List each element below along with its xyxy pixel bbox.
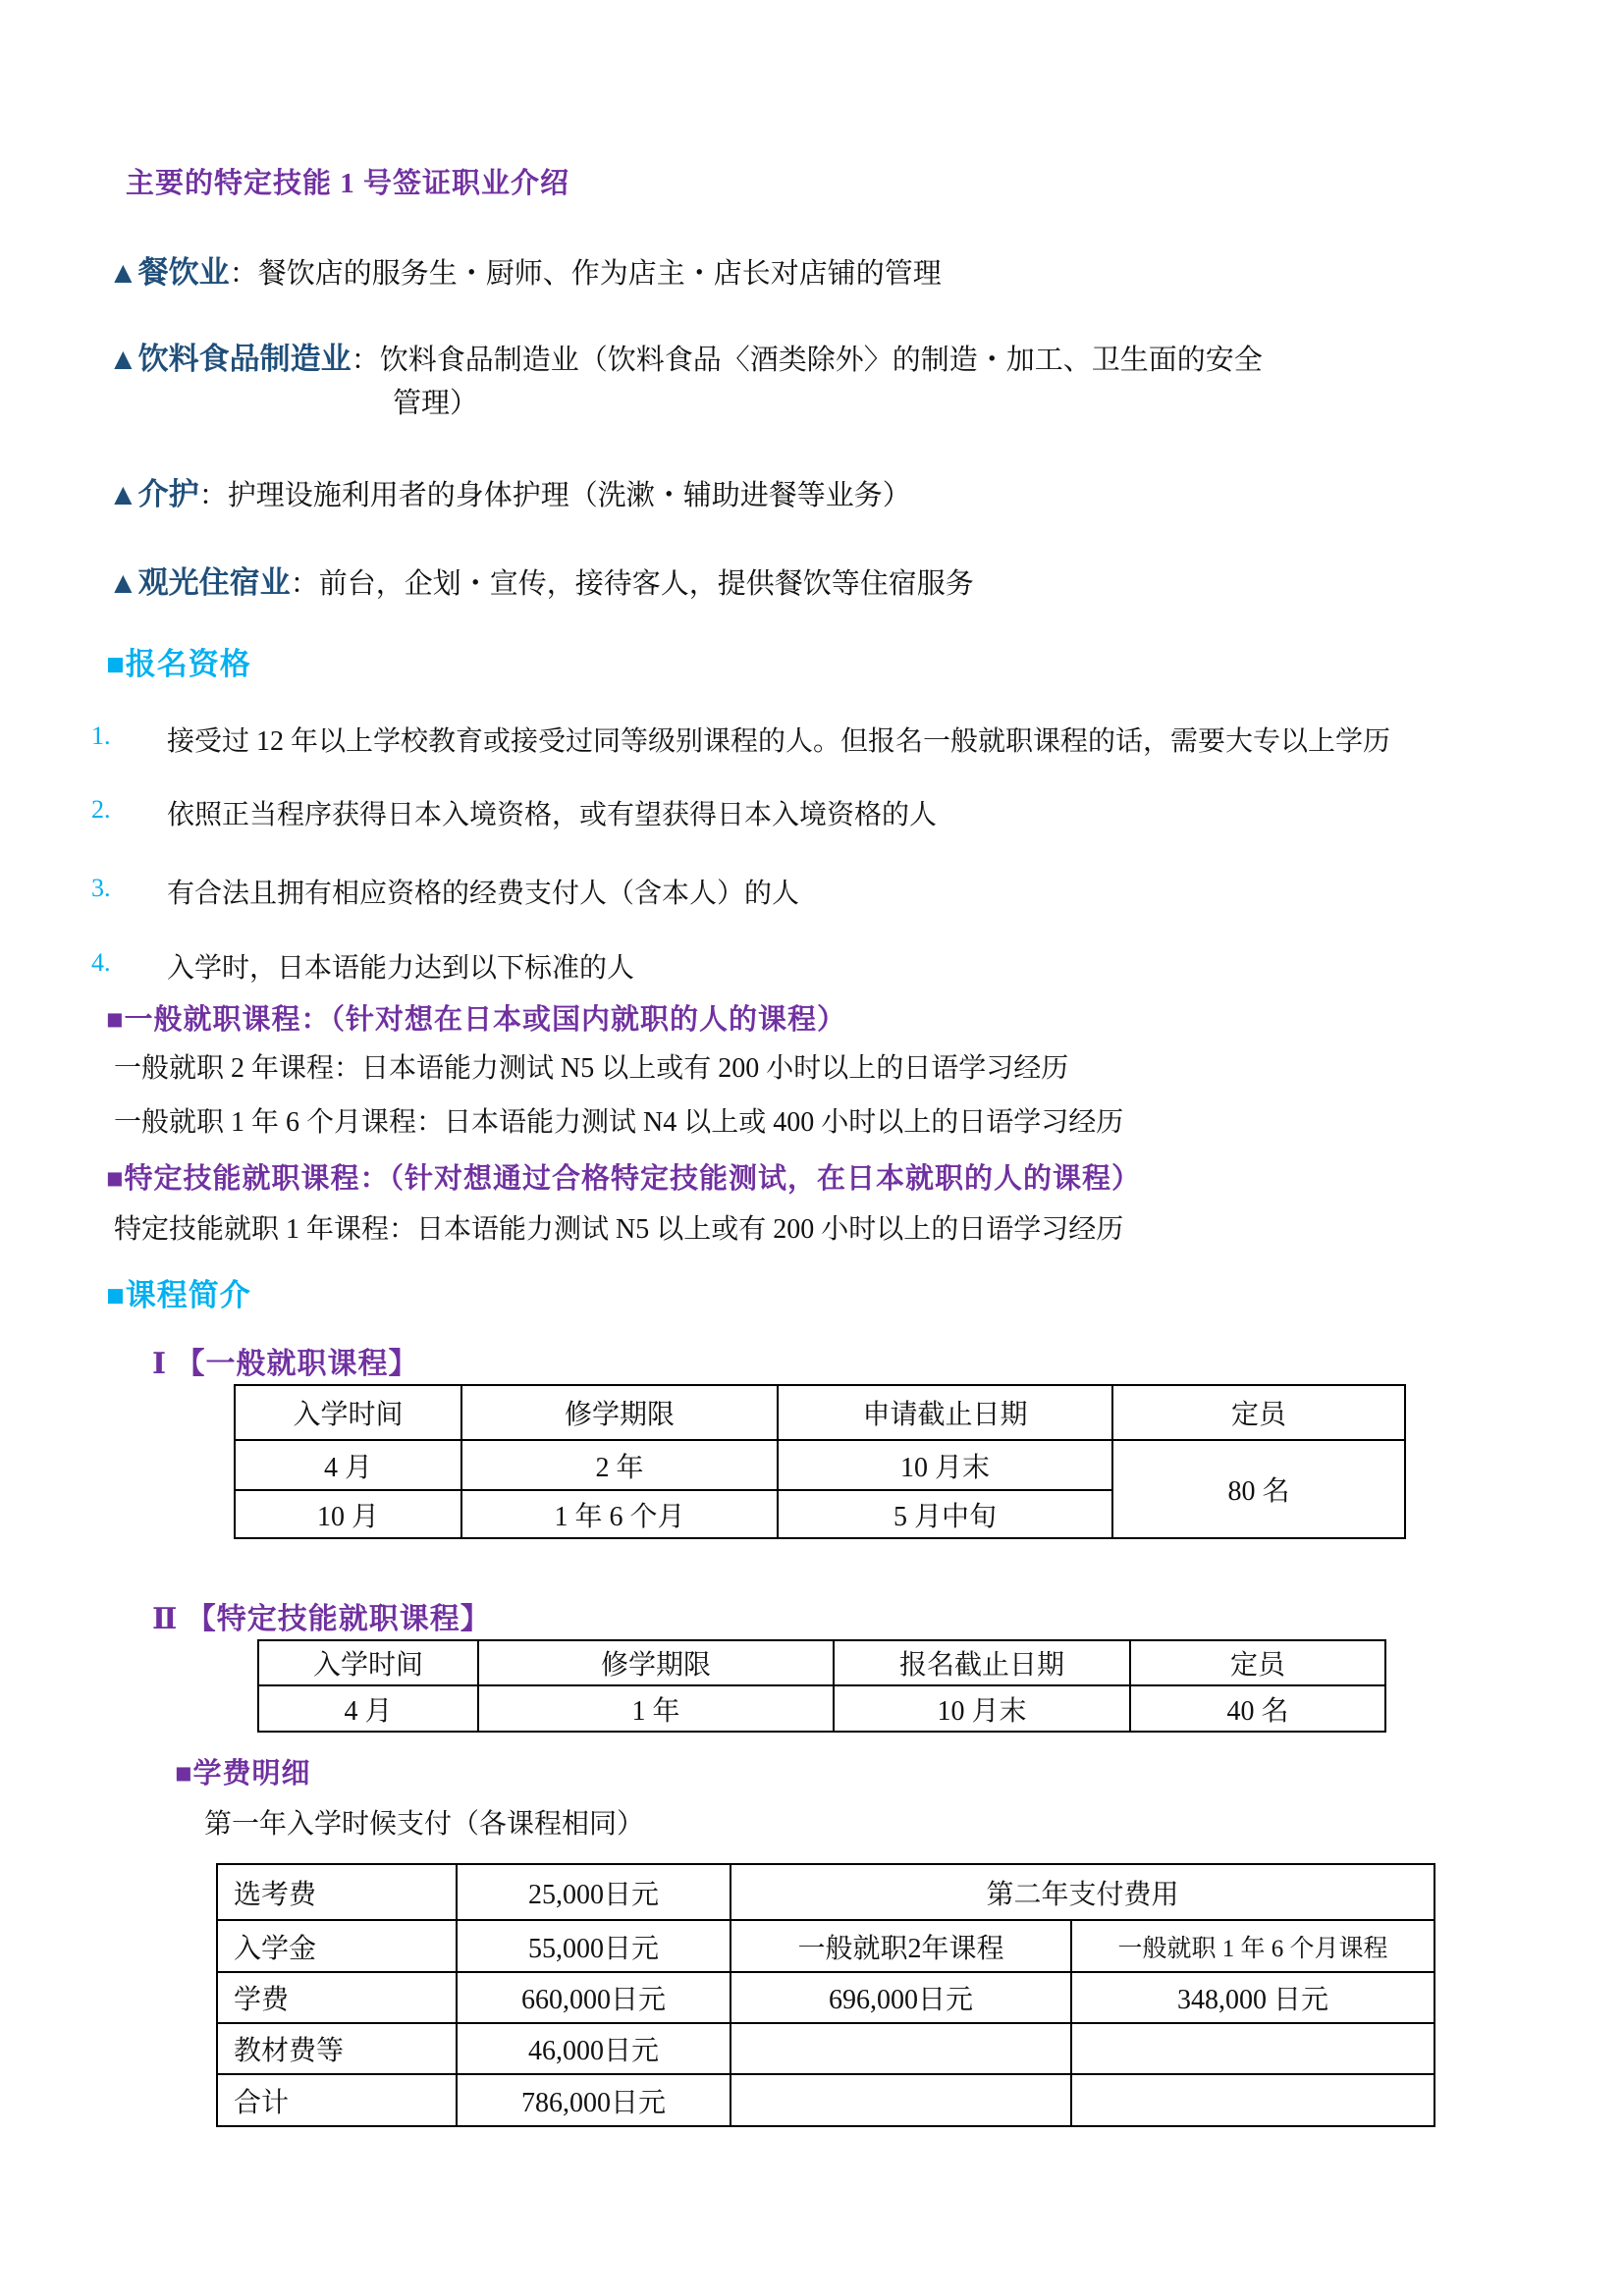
list-item-text: 入学时，日本语能力达到以下标准的人 <box>167 953 635 984</box>
job-line-food-manufacturing <box>108 334 1263 378</box>
job-line-nursing <box>108 469 911 513</box>
job-line-catering <box>108 247 942 292</box>
table1-cell: 10 月 <box>235 1490 461 1538</box>
table2-header-capacity: 定员 <box>1130 1640 1385 1685</box>
job-line-hospitality <box>108 558 974 602</box>
list-item-text: 有合法且拥有相应资格的经费支付人（含本人）的人 <box>167 879 800 909</box>
table-row <box>217 2023 1435 2074</box>
page-title: 主要的特定技能 1 号签证职业介绍 <box>126 168 570 199</box>
fees-subheading: 第一年入学时候支付（各课程相同） <box>204 1809 645 1840</box>
table1-capacity-cell: 80 名 <box>1112 1440 1405 1538</box>
fee-label: 学费 <box>217 1972 457 2023</box>
fee-label: 入学金 <box>217 1920 457 1972</box>
fee-first-year: 46,000日元 <box>457 2023 731 2074</box>
fee-first-year: 25,000日元 <box>457 1864 731 1920</box>
list-item-number: 3. <box>91 874 111 902</box>
table-row <box>217 2074 1435 2126</box>
fee-course2-header: 一般就职2年课程 <box>731 1920 1071 1972</box>
fee-course2-value: 696,000日元 <box>731 1972 1071 2023</box>
list-item-number: 2. <box>91 795 111 824</box>
fee-course2-value <box>731 2074 1071 2126</box>
table-row <box>235 1440 1405 1490</box>
general-course-table <box>234 1384 1406 1539</box>
fee-label: 合计 <box>217 2074 457 2126</box>
fee-course16-value <box>1071 2074 1435 2126</box>
job-desc-food-manufacturing: ：饮料食品制造业（饮料食品〈酒类除外〉的制造・加工、卫生面的安全 <box>351 345 1263 376</box>
job-label-food-manufacturing: ▲饮料食品制造业 <box>108 342 352 376</box>
fee-first-year: 55,000日元 <box>457 1920 731 1972</box>
fee-table <box>216 1863 1435 2127</box>
table1-cell: 5 月中旬 <box>778 1490 1112 1538</box>
table1-header-capacity: 定员 <box>1112 1385 1405 1440</box>
table-row <box>217 1920 1435 1972</box>
table2-header-duration: 修学期限 <box>478 1640 834 1685</box>
table-row <box>258 1685 1385 1732</box>
table1-caption: Ⅰ 【一般就职课程】 <box>152 1348 419 1380</box>
list-item-number: 4. <box>91 948 111 977</box>
table2-header-deadline: 报名截止日期 <box>834 1640 1130 1685</box>
list-item <box>91 721 111 751</box>
job-label-nursing: ▲介护 <box>108 477 199 511</box>
subsection-heading-tokutei-course: ■特定技能就职课程：（针对想通过合格特定技能测试，在日本就职的人的课程） <box>106 1163 1142 1195</box>
fee-label: 选考费 <box>217 1864 457 1920</box>
section-heading-eligibility: ■报名资格 <box>106 647 251 681</box>
section-heading-fees: ■学费明细 <box>175 1758 311 1789</box>
fee-second-year-header: 第二年支付费用 <box>731 1864 1435 1920</box>
table-row <box>217 1864 1435 1920</box>
fee-course16-value: 348,000 日元 <box>1071 1972 1435 2023</box>
fee-course2-value <box>731 2023 1071 2074</box>
general-course-line-2yr: 一般就职 2 年课程：日本语能力测试 N5 以上或有 200 小时以上的日语学习经历 <box>114 1053 1069 1084</box>
job-label-hospitality: ▲观光住宿业 <box>108 565 291 600</box>
fee-first-year: 660,000日元 <box>457 1972 731 2023</box>
table2-cell: 10 月末 <box>834 1685 1130 1732</box>
general-course-line-1yr6mo: 一般就职 1 年 6 个月课程：日本语能力测试 N4 以上或 400 小时以上的日语学习经历 <box>114 1107 1124 1138</box>
list-item <box>91 795 111 825</box>
table1-header-duration: 修学期限 <box>461 1385 778 1440</box>
job-desc-nursing: ：护理设施利用者的身体护理（洗漱・辅助进餐等业务） <box>198 480 911 511</box>
table1-cell: 4 月 <box>235 1440 461 1490</box>
table2-caption: Ⅱ 【特定技能就职课程】 <box>152 1603 491 1635</box>
table2-cell: 1 年 <box>478 1685 834 1732</box>
job-desc-catering: ：餐饮店的服务生・厨师、作为店主・店长对店铺的管理 <box>229 258 942 290</box>
fee-first-year: 786,000日元 <box>457 2074 731 2126</box>
list-item <box>91 874 111 903</box>
table1-cell: 10 月末 <box>778 1440 1112 1490</box>
table-row <box>235 1385 1405 1440</box>
job-desc-hospitality: ：前台，企划・宣传，接待客人，提供餐饮等住宿服务 <box>290 568 974 600</box>
fee-course16-header: 一般就职 1 年 6 个月课程 <box>1071 1920 1435 1972</box>
tokutei-course-table <box>257 1639 1386 1733</box>
list-item-text: 依照正当程序获得日本入境资格，或有望获得日本入境资格的人 <box>167 800 938 830</box>
table1-cell: 2 年 <box>461 1440 778 1490</box>
table1-header-deadline: 申请截止日期 <box>778 1385 1112 1440</box>
table2-header-enrollment: 入学时间 <box>258 1640 478 1685</box>
fee-course16-value <box>1071 2023 1435 2074</box>
table2-cell: 40 名 <box>1130 1685 1385 1732</box>
fee-label: 教材费等 <box>217 2023 457 2074</box>
section-heading-course-intro: ■课程简介 <box>106 1278 251 1312</box>
subsection-heading-general-course: ■一般就职课程：（针对想在日本或国内就职的人的课程） <box>106 1004 847 1036</box>
job-label-catering: ▲餐饮业 <box>108 255 230 290</box>
list-item-number: 1. <box>91 721 111 750</box>
table1-cell: 1 年 6 个月 <box>461 1490 778 1538</box>
tokutei-course-line-1yr: 特定技能就职 1 年课程：日本语能力测试 N5 以上或有 200 小时以上的日语学习经历 <box>114 1214 1124 1245</box>
table-row <box>217 1972 1435 2023</box>
table1-header-enrollment: 入学时间 <box>235 1385 461 1440</box>
table2-cell: 4 月 <box>258 1685 478 1732</box>
list-item-text: 接受过 12 年以上学校教育或接受过同等级别课程的人。但报名一般就职课程的话，需要大专以上学历 <box>167 726 1391 757</box>
job-desc-food-manufacturing-wrap: 管理） <box>393 388 479 419</box>
table-row <box>258 1640 1385 1685</box>
list-item <box>91 948 111 978</box>
